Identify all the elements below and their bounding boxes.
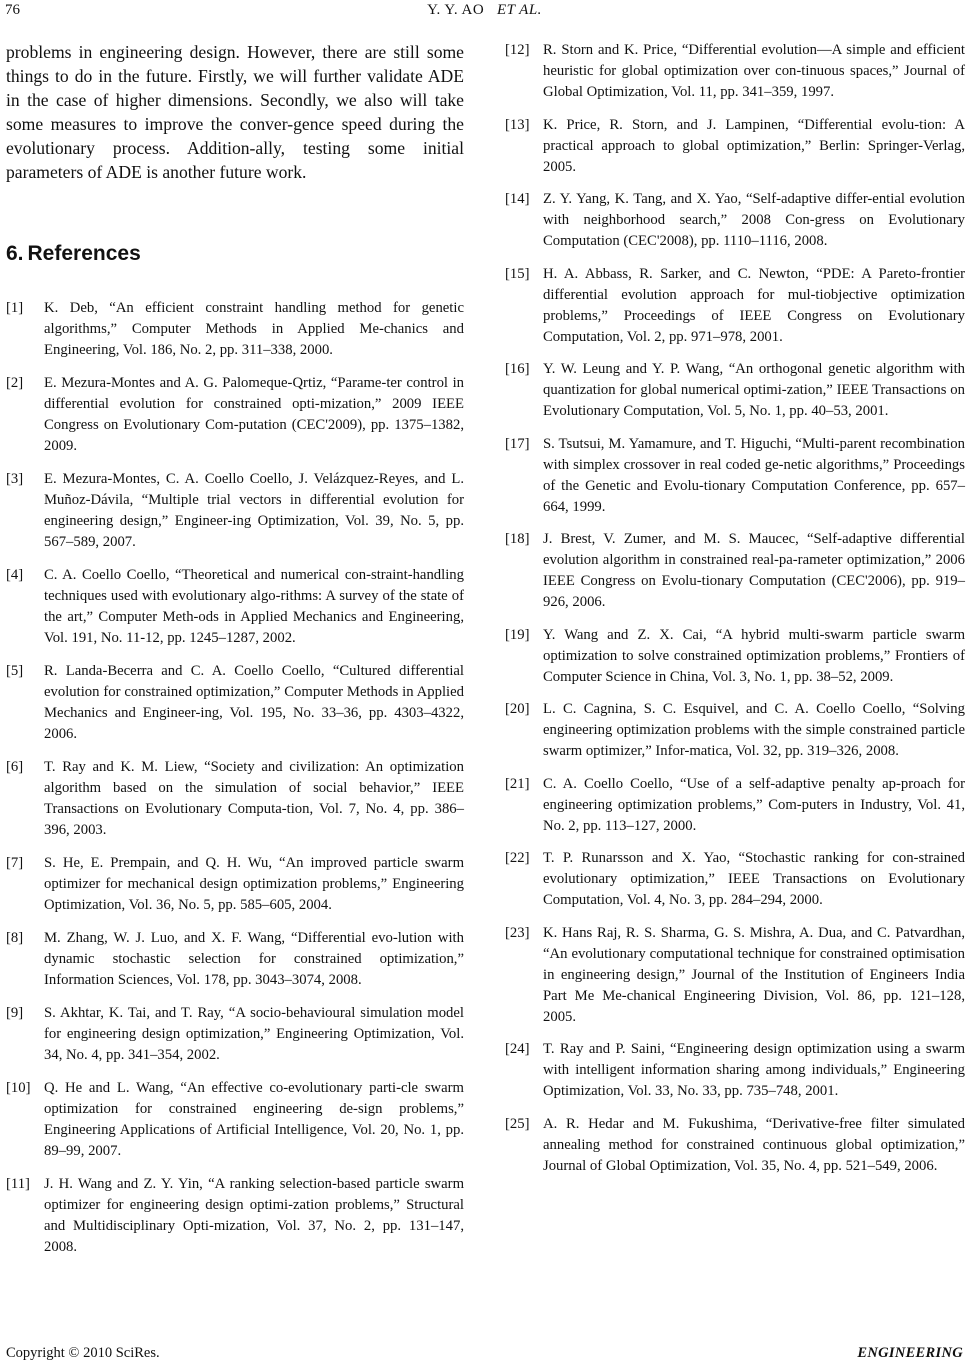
reference-number: [3] [6, 471, 24, 487]
reference-text: E. Mezura-Montes and A. G. Palomeque-Qrtiz, “Parame-ter control in differential evolution for constrained opti-mization,” 2009 IEEE Congress on Evolutionary Com-putation (CEC'2009), pp. 1375–1382, 2009. [44, 375, 464, 454]
reference-number: [15] [505, 265, 530, 282]
reference-item [505, 625, 965, 688]
right-column [505, 40, 965, 1177]
reference-item [6, 565, 464, 649]
reference-text: S. Tsutsui, M. Yamamure, and T. Higuchi, “Multi-parent recombination with simplex crossover in real coded ge-netic algorithms,” Proceedings of the Genetic and Evolu-tionary Computation Conference, pp. 657–664, 1999. [543, 435, 965, 515]
reference-text: Y. W. Leung and Y. P. Wang, “An orthogonal genetic algorithm with quantization for global numerical optimi-zation,” IEEE Transactions on Evolutionary Computation, Vol. 5, No. 1, pp. 40–53, 2001. [543, 361, 965, 419]
reference-item [505, 40, 965, 103]
reference-text: T. Ray and P. Saini, “Engineering design optimization using a swarm with intelligent information sharing among individuals,” Engineering Optimization, Vol. 33, No. 33, pp. 735–748, 2001. [543, 1041, 965, 1099]
section-heading [6, 242, 141, 266]
reference-item [6, 1003, 464, 1066]
reference-item [505, 189, 965, 252]
running-head [0, 2, 969, 19]
reference-text: L. C. Cagnina, S. C. Esquivel, and C. A. Coello Coello, “Solving engineering optimization problems with the simple constrained particle swarm optimizer,” Infor-matica, Vol. 32, pp. 319–326, 2008. [543, 701, 965, 759]
reference-item [505, 848, 965, 911]
reference-text: R. Landa-Becerra and C. A. Coello Coello, “Cultured differential evolution for constrained optimization,” Computer Methods in Applied Mechanics and Engineer-ing, Vol. 195, No. 33–36, pp. 4303–4322, 2006. [44, 663, 464, 742]
reference-number: [5] [6, 663, 24, 679]
reference-item [6, 1078, 464, 1162]
reference-item [6, 853, 464, 916]
reference-text: S. Akhtar, K. Tai, and T. Ray, “A socio-behavioural simulation model for engineering design optimization,” Engineering Optimization, Vol. 34, No. 4, pp. 341–354, 2002. [44, 1005, 464, 1063]
running-head-etal: ET AL. [496, 2, 542, 18]
reference-list-left [6, 298, 464, 1258]
reference-number: [14] [505, 191, 530, 207]
reference-item [6, 373, 464, 457]
reference-number: [7] [6, 855, 24, 871]
reference-item [6, 469, 464, 553]
reference-text: M. Zhang, W. J. Luo, and X. F. Wang, “Differential evo-lution with dynamic stochastic selection for constrained optimization,” Information Sciences, Vol. 178, pp. 3043–3074, 2008. [44, 930, 464, 988]
reference-number: [25] [505, 1115, 530, 1132]
reference-number: [23] [505, 924, 530, 941]
reference-number: [4] [6, 567, 24, 583]
reference-item [505, 264, 965, 348]
reference-item [505, 699, 965, 762]
reference-number: [17] [505, 435, 530, 452]
reference-item [505, 529, 965, 613]
reference-text: T. P. Runarsson and X. Yao, “Stochastic ranking for con-strained evolutionary optimization,” IEEE Transactions on Evolutionary Computation, Vol. 4, No. 3, pp. 284–294, 2000. [543, 850, 965, 908]
reference-number: [8] [6, 930, 24, 946]
reference-item [505, 434, 965, 518]
reference-text: K. Hans Raj, R. S. Sharma, G. S. Mishra, A. Dua, and C. Patvardhan, “An evolutionary computational technique for constrained optimisation in engineering design,” Journal of the Institution of Engineers India Part Me Me-chanical Engineering Division, Vol. 86, pp. 121–128, 2005. [543, 924, 965, 1025]
reference-text: Y. Wang and Z. X. Cai, “A hybrid multi-swarm particle swarm optimization to solve constrained optimization problems,” Frontiers of Computer Science in China, Vol. 3, No. 1, pp. 38–52, 2009. [543, 626, 965, 685]
footer-journal-name: ENGINEERING [857, 1345, 963, 1361]
reference-text: E. Mezura-Montes, C. A. Coello Coello, J. Velázquez-Reyes, and L. Muñoz-Dávila, “Multiple trial vectors in differential evolution for engineering design,” Engineer-ing Optimization, Vol. 39, No. 5, pp. 567–589, 2007. [44, 471, 464, 550]
running-head-authors: Y. Y. AO [427, 2, 485, 18]
reference-text: Q. He and L. Wang, “An effective co-evolutionary parti-cle swarm optimization for constrained engineering de-sign problems,” Engineering Applications of Artificial Intelligence, Vol. 20, No. 1, pp. 89–99, 2007. [44, 1080, 464, 1159]
reference-item [505, 115, 965, 178]
reference-number: [10] [6, 1080, 31, 1096]
reference-item [6, 757, 464, 841]
reference-text: K. Price, R. Storn, and J. Lampinen, “Differential evolu-tion: A practical approach to global optimization,” Berlin: Springer-Verlag, 2005. [543, 116, 965, 175]
reference-number: [9] [6, 1005, 24, 1021]
reference-number: [21] [505, 775, 530, 792]
reference-text: H. A. Abbass, R. Sarker, and C. Newton, “PDE: A Pareto-frontier differential evolution approach for mul-tiobjective optimization problems,” Proceedings of IEEE Congress on Evolutionary Computation, Vol. 2, pp. 971–978, 2001. [543, 265, 965, 345]
reference-item [505, 774, 965, 837]
page-number: 76 [5, 2, 20, 18]
reference-number: [19] [505, 626, 530, 643]
reference-text: K. Deb, “An efficient constraint handling method for genetic algorithms,” Computer Methods in Applied Me-chanics and Engineering, Vol. 186, No. 2, pp. 311–338, 2000. [44, 300, 464, 358]
reference-text: C. A. Coello Coello, “Use of a self-adaptive penalty ap-proach for engineering optimization problems,” Com-puters in Industry, Vol. 41, No. 2, pp. 113–127, 2000. [543, 775, 965, 834]
intro-paragraph: problems in engineering design. However, there are still some things to do in the future. Firstly, we will further validate ADE in the case of higher dimensions. Secondly, we also will take some measures to improve the conver-gence speed during the evolutionary process. Addition-ally, testing some initial parameters of ADE is another future work. [6, 42, 464, 182]
reference-text: T. Ray and K. M. Liew, “Society and civilization: An optimization algorithm based on the simulation of social behavior,” IEEE Transactions on Evolutionary Computa-tion, Vol. 7, No. 4, pp. 386–396, 2003. [44, 759, 464, 838]
reference-item [505, 1114, 965, 1177]
reference-number: [6] [6, 759, 24, 775]
reference-item [505, 359, 965, 422]
reference-text: J. Brest, V. Zumer, and M. S. Maucec, “Self-adaptive differential evolution algorithm in constrained real-pa-rameter optimization,” 2006 IEEE Congress on Evolu-tionary Computation (CEC'2006), pp. 919–926, 2006. [543, 531, 965, 610]
reference-number: [13] [505, 116, 530, 133]
reference-number: [20] [505, 701, 530, 717]
reference-text: C. A. Coello Coello, “Theoretical and numerical con-straint-handling techniques used with evolutionary algo-rithms: A survey of the state of the art,” Computer Meth-ods in Applied Mechanics and Engineering, Vol. 191, No. 11-12, pp. 1245–1287, 2002. [44, 567, 464, 646]
reference-number: [24] [505, 1041, 530, 1057]
reference-number: [16] [505, 361, 530, 377]
reference-item [6, 298, 464, 361]
left-column [6, 40, 464, 1255]
reference-number: [11] [6, 1176, 30, 1192]
reference-item [505, 923, 965, 1028]
reference-number: [18] [505, 531, 530, 547]
reference-number: [22] [505, 850, 530, 866]
reference-number: [1] [6, 300, 24, 316]
reference-number: [2] [6, 375, 24, 391]
footer-copyright: Copyright © 2010 SciRes. [6, 1345, 160, 1361]
reference-item [505, 1039, 965, 1102]
reference-text: R. Storn and K. Price, “Differential evolution—A simple and efficient heuristic for global optimization over con-tinuous spaces,” Journal of Global Optimization, Vol. 11, pp. 341–359, 1997. [543, 42, 965, 100]
section-number: 6. [6, 242, 24, 265]
reference-text: S. He, E. Prempain, and Q. H. Wu, “An improved particle swarm optimizer for mechanical design optimization problems,” Engineering Optimization, Vol. 36, No. 5, pp. 585–605, 2004. [44, 855, 464, 913]
reference-item [6, 661, 464, 745]
reference-item [6, 928, 464, 991]
reference-item [6, 1174, 464, 1258]
reference-text: J. H. Wang and Z. Y. Yin, “A ranking selection-based particle swarm optimizer for engineering design optimi-zation problems,” Structural and Multidisciplinary Opti-mization, Vol. 37, No. 2, pp. 131–147, 2008. [44, 1176, 464, 1255]
section-title: References [27, 242, 141, 265]
reference-text: Z. Y. Yang, K. Tang, and X. Yao, “Self-adaptive differ-ential evolution with neighborhood search,” 2008 Con-gress on Evolutionary Computation (CEC'2008), pp. 1110–1116, 2008. [543, 191, 965, 249]
reference-number: [12] [505, 42, 530, 58]
reference-text: A. R. Hedar and M. Fukushima, “Derivative-free filter simulated annealing method for constrained continuous global optimization,” Journal of Global Optimization, Vol. 35, No. 4, pp. 521–549, 2006. [543, 1115, 965, 1174]
